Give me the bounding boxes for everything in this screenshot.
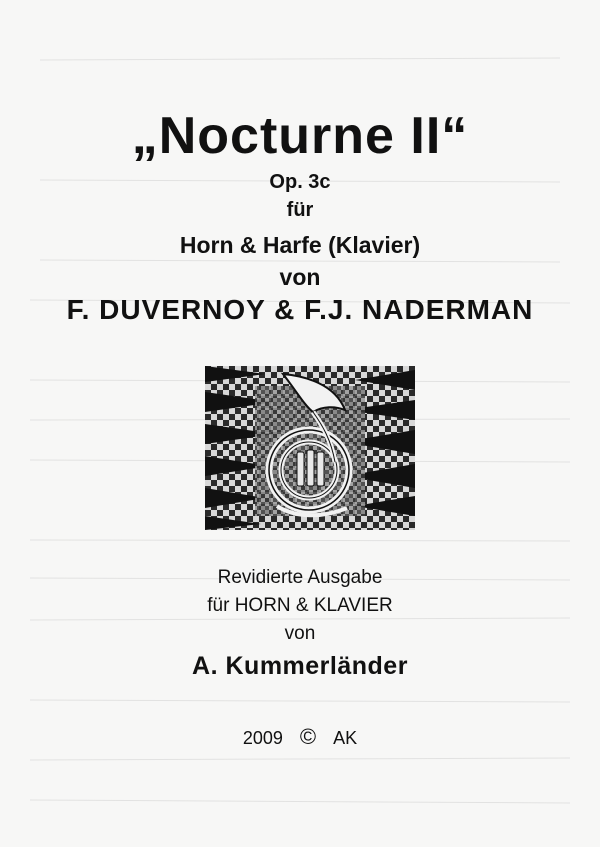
- copyright-icon: ©: [299, 724, 317, 749]
- copyright-year: 2009: [242, 728, 283, 748]
- instrumentation: Horn & Harfe (Klavier): [179, 232, 421, 258]
- for-label: für: [286, 199, 314, 221]
- composers: F. DUVERNOY & F.J. NADERMAN: [66, 294, 534, 325]
- french-horn-icon: [205, 366, 415, 530]
- copyright-initials: AK: [333, 728, 358, 748]
- revision-line-1: Revidierte Ausgabe: [217, 567, 383, 588]
- piece-title: „Nocturne II“: [131, 107, 469, 165]
- opus-number: Op. 3c: [269, 171, 331, 193]
- copyright-line: [0, 726, 600, 749]
- revision-line-2: für HORN & KLAVIER: [207, 595, 393, 616]
- editor-name: A. Kummerländer: [192, 652, 408, 680]
- by-label: von: [279, 264, 321, 290]
- edited-by-label: von: [284, 623, 316, 644]
